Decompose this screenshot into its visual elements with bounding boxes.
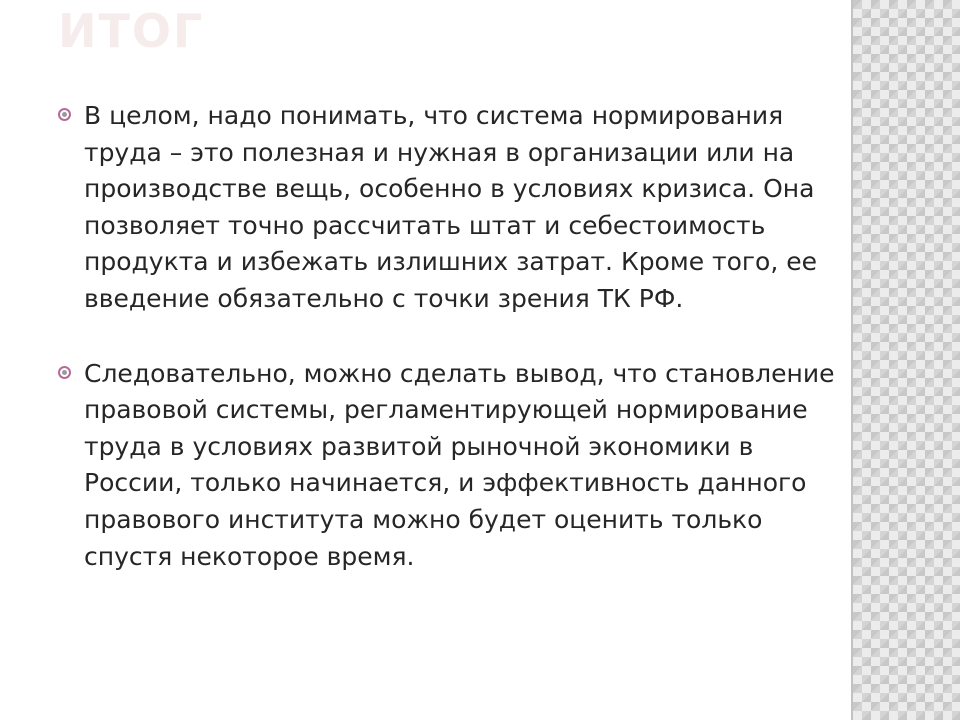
bullet-item bbox=[58, 98, 838, 318]
slide-content bbox=[58, 98, 838, 575]
bullet-text: В целом, надо понимать, что система нормирования труда – это полезная и нужная в организации или на производстве вещь, особенно в условиях кризиса. Она позволяет точно рассчитать штат и себестоимость продукта и избежать излишних затрат. Кроме того, ее введение обязательно с точки зрения ТК РФ. bbox=[84, 101, 817, 313]
ring-dot-bullet-icon bbox=[58, 108, 71, 121]
bullet-text: Следовательно, можно сделать вывод, что становление правовой системы, регламентирующей нормирование труда в условиях развитой рыночной экономики в России, только начинается, и эффективность данного правового института можно будет оценить только спустя некоторое время. bbox=[84, 358, 835, 571]
decorative-side-panel bbox=[853, 0, 960, 720]
ring-dot-bullet-icon bbox=[58, 366, 71, 379]
slide-title: ИТОГ bbox=[58, 4, 205, 58]
bullet-item bbox=[58, 356, 838, 576]
